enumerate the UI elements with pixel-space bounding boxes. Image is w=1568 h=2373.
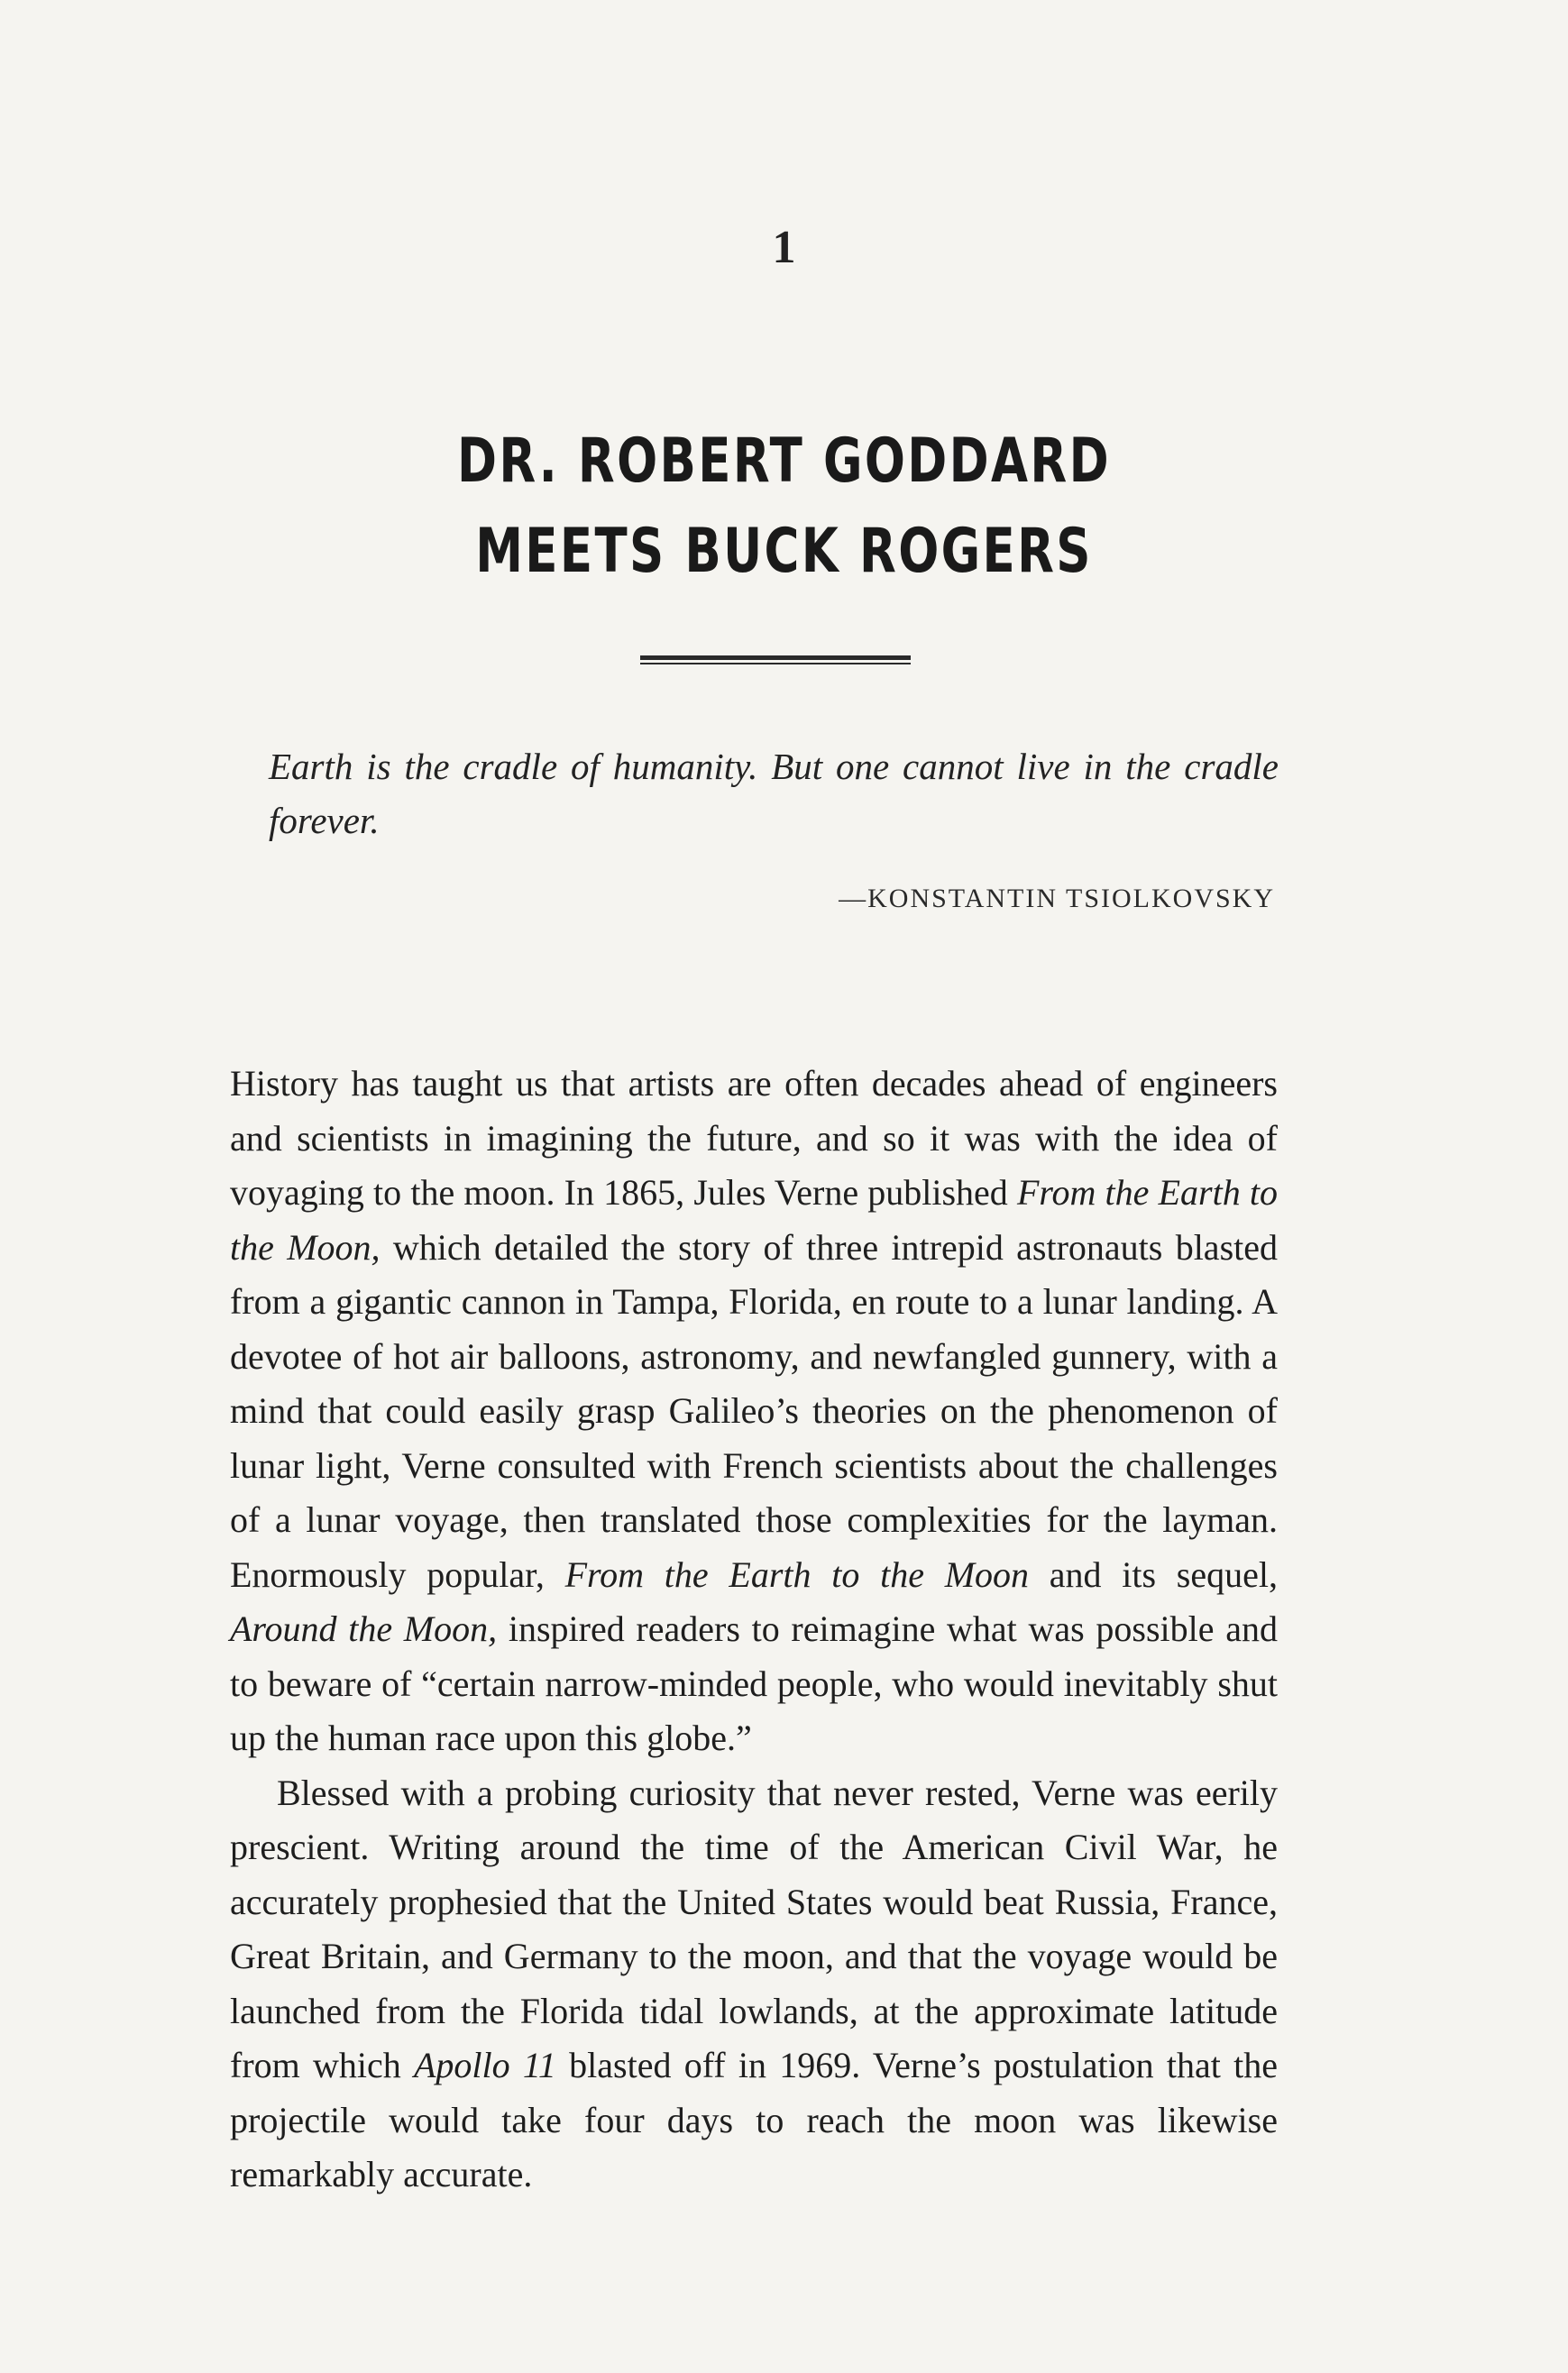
paragraph-2-part-2: blasted off in 1969. Verne’s postulation that the projectile would take four days to reach the moon was likewise remarkably accurate. xyxy=(230,2045,1278,2194)
chapter-title-line-2: MEETS BUCK ROGERS xyxy=(475,516,1093,587)
epigraph-attribution: —KONSTANTIN TSIOLKOVSKY xyxy=(839,884,1275,913)
title-divider xyxy=(640,655,911,664)
paragraph-1-part-2: which detailed the story of three intrepid astronauts blasted from a gigantic cannon in Tampa, Florida, en route to a lunar landing. A devotee of hot air balloons, astronomy, and newfangled gunnery, with a mind that could easily grasp Galileo’s theories on the phenomenon of lunar light, Verne consulted with French scientists about the challenges of a lunar voyage, then translated those complexities for the layman. Enormously popular, xyxy=(230,1226,1278,1595)
paragraph-1-part-3: and its sequel, xyxy=(1029,1553,1278,1595)
chapter-title-line-1: DR. ROBERT GODDARD xyxy=(457,426,1111,497)
paragraph-2 xyxy=(230,1766,1278,2203)
chapter-number: 1 xyxy=(772,222,796,273)
paragraph-1-part-4: inspired readers to reimagine what was possible and to beware of “certain narrow-minded people, who would inevitably shut up the human race upon this globe.” xyxy=(230,1608,1278,1758)
paragraph-2-part-1: Blessed with a probing curiosity that never rested, Verne was eerily prescient. Writing around the time of the American Civil War, he accurately prophesied that the United States would beat Russia, France, Great Britain, and Germany to the moon, and that the voyage would be launched from the Florida tidal lowlands, at the approximate latitude from which xyxy=(230,1772,1278,2085)
paragraph-1-part-1: History has taught us that artists are often decades ahead of engineers and scientists in imagining the future, and so it was with the idea of voyaging to the moon. In 1865, Jules Verne published xyxy=(230,1063,1278,1213)
mission-name-apollo-11: Apollo 11 xyxy=(413,2045,556,2085)
chapter-title xyxy=(172,417,1395,597)
paragraph-1 xyxy=(230,1057,1278,1766)
book-title-around-the-moon: Around the Moon, xyxy=(230,1608,498,1649)
epigraph-quote: Earth is the cradle of humanity. But one cannot live in the cradle forever. xyxy=(269,746,1279,841)
book-title-from-the-earth-to-the-moon: From the Earth to the Moon, xyxy=(230,1172,1278,1268)
book-title-from-the-earth-to-the-moon-2: From the Earth to the Moon xyxy=(564,1553,1030,1595)
body-text xyxy=(230,1057,1278,2203)
